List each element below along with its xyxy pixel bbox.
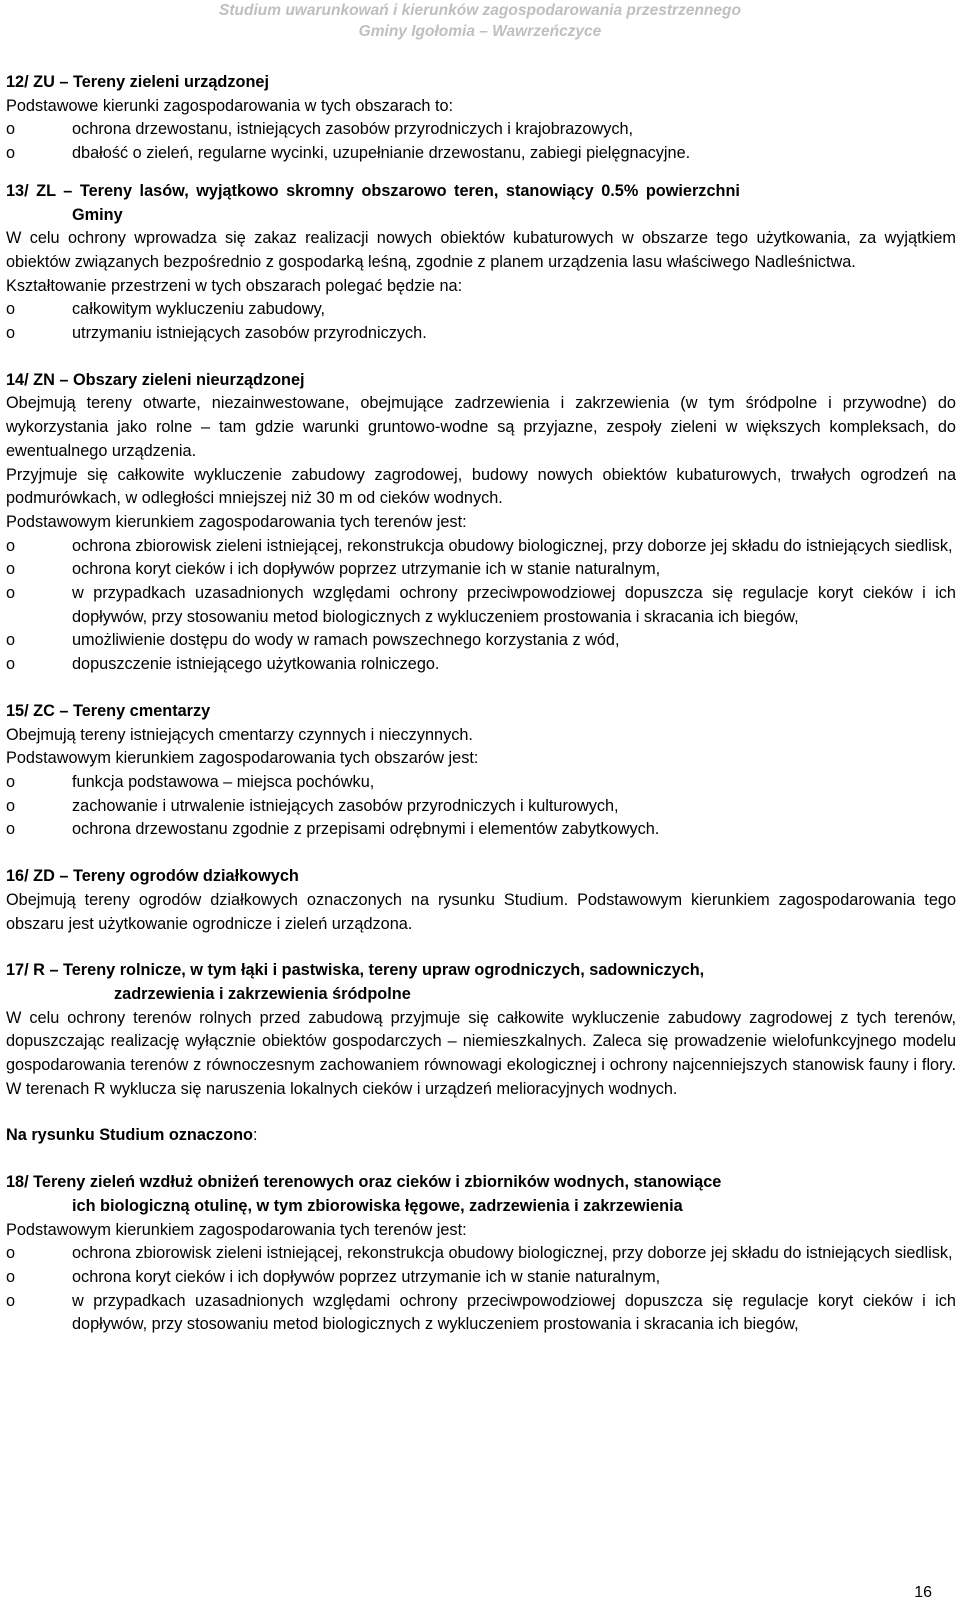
section-13-title-line1: 13/ ZL – Tereny lasów, wyjątkowo skromny obszarowo teren, stanowiący 0.5% powierzchni [6,181,740,200]
section-14-intro: Podstawowym kierunkiem zagospodarowania tych terenów jest: [6,512,467,531]
list-item: o ochrona koryt cieków i ich dopływów poprzez utrzymanie ich w stanie naturalnym, [6,1266,956,1290]
section-12 [6,71,956,166]
list-item: o całkowitym wykluczeniu zabudowy, [6,298,956,322]
list-item: o w przypadkach uzasadnionych względami ochrony przeciwpowodziowej dopuszcza się regulacje koryt cieków i ich dopływów, przy stosowaniu metod biologicznych z wykluczeniem prostowania i skracania ich biegów, [6,584,956,626]
list-item: o zachowanie i utrwalenie istniejących zasobów przyrodniczych i kulturowych, [6,795,956,819]
section-17 [6,959,956,1101]
header-title-line1: Studium uwarunkowań i kierunków zagospodarowania przestrzennego [219,2,741,19]
list-item: o funkcja podstawowa – miejsca pochówku, [6,771,956,795]
bullet-icon: o [6,1291,16,1310]
section-17-title-line1: 17/ R – Tereny rolnicze, w tym łąki i pastwiska, tereny upraw ogrodniczych, sadowniczych, [6,961,705,980]
bullet-icon: o [6,560,16,579]
section-15-paragraph: Obejmują tereny istniejących cmentarzy czynnych i nieczynnych. [6,725,473,744]
bullet-icon: o [6,120,16,139]
section-14-paragraph-1: Obejmują tereny otwarte, niezainwestowane, obejmujące zadrzewienia i zakrzewienia (w tym śródpolne i przywodne) do wykorzystania jako rolne – tam gdzie warunki gruntowo-wodne są przyjazne, zespoły zieleni w większych kompleksach, do ewentualnego urządzenia. [6,394,956,460]
section-15 [6,700,956,842]
section-13-intro: Kształtowanie przestrzeni w tych obszarach polegać będzie na: [6,276,463,295]
section-13-title-line2: Gminy [72,205,123,224]
list-item: o umożliwienie dostępu do wody w ramach powszechnego korzystania z wód, [6,629,956,653]
section-12-list [6,118,956,165]
list-item: o dbałość o zieleń, regularne wycinki, uzupełnianie drzewostanu, zabiegi pielęgnacyjne. [6,142,956,166]
list-item: o ochrona zbiorowisk zieleni istniejącej, rekonstrukcja obudowy biologicznej, przy doborze jej składu do istniejących siedlisk, [6,1242,956,1266]
section-18 [6,1171,956,1337]
section-16 [6,865,956,936]
section-14 [6,369,956,677]
list-item: o ochrona koryt cieków i ich dopływów poprzez utrzymanie ich w stanie naturalnym, [6,558,956,582]
bullet-icon: o [6,655,16,674]
section-12-title: 12/ ZU – Tereny zieleni urządzonej [6,73,269,91]
bullet-icon: o [6,324,16,343]
list-item: o ochrona drzewostanu, istniejących zasobów przyrodniczych i krajobrazowych, [6,118,956,142]
bullet-icon: o [6,1244,16,1263]
section-16-paragraph: Obejmują tereny ogrodów działkowych oznaczonych na rysunku Studium. Podstawowym kierunkiem zagospodarowania tego obszaru jest użytkowanie ogrodnicze i zieleń urządzona. [6,890,956,933]
section-15-title: 15/ ZC – Tereny cmentarzy [6,701,211,720]
bullet-icon: o [6,144,16,163]
section-13 [6,180,956,346]
list-item: o w przypadkach uzasadnionych względami ochrony przeciwpowodziowej dopuszcza się regulacje koryt cieków i ich dopływów, przy stosowaniu metod biologicznych z wykluczeniem prostowania i skracania ich biegów, [6,1291,956,1334]
section-13-paragraph: W celu ochrony wprowadza się zakaz realizacji nowych obiektów kubaturowych w obszarze tego użytkowania, za wyjątkiem obiektów związanych bezpośrednio z gospodarką leśną, zgodnie z planem urządzenia lasu właściwego Nadleśnictwa. [6,229,956,271]
list-item: o dopuszczenie istniejącego użytkowania rolniczego. [6,653,956,677]
bullet-icon: o [6,1267,16,1286]
section-14-paragraph-2: Przyjmuje się całkowite wykluczenie zabudowy zagrodowej, budowy nowych obiektów kubaturowych, trwałych ogrodzeń na podmurówkach, w odległości mniejszej niż 30 m od cieków wodnych. [6,465,956,508]
header-title-line2: Gminy Igołomia – Wawrzeńczyce [358,23,602,40]
marked-on-drawing [6,1124,956,1148]
section-17-title-line2: zadrzewienia i zakrzewienia śródpolne [114,984,411,1003]
section-15-intro: Podstawowym kierunkiem zagospodarowania tych obszarów jest: [6,749,479,768]
bullet-icon: o [6,631,16,650]
bullet-icon: o [6,820,16,839]
section-18-title-line2: ich biologiczną otulinę, w tym zbiorowiska łęgowe, zadrzewienia i zakrzewienia [72,1196,683,1215]
page-header [0,0,960,42]
list-item: o ochrona drzewostanu zgodnie z przepisami odrębnymi i elementów zabytkowych. [6,818,956,842]
bullet-icon: o [6,796,16,815]
section-16-title: 16/ ZD – Tereny ogrodów działkowych [6,867,299,886]
section-14-list [6,535,956,677]
document-body [6,71,956,1337]
section-14-title: 14/ ZN – Obszary zieleni nieurządzonej [6,370,305,389]
section-13-list [6,298,956,345]
bullet-icon: o [6,536,16,555]
section-17-paragraph: W celu ochrony terenów rolnych przed zabudową przyjmuje się całkowite wykluczenie zabudowy zagrodowej z tych terenów, dopuszczając realizację wyłącznie obiektów gospodarczych – niemieszkalnych. Zaleca się prowadzenie wielofunkcyjnego modelu gospodarowania terenów z równoczesnym zachowaniem równowagi ekologicznej i ochrony najcenniejszych stanowisk fauny i flory. W terenach R wyklucza się naruszenia lokalnych cieków i urządzeń melioracyjnych wodnych. [6,1008,956,1098]
section-18-title-line1: 18/ Tereny zieleń wzdłuż obniżeń terenowych oraz cieków i zbiorników wodnych, stanowiące [6,1173,722,1192]
list-item: o utrzymaniu istniejących zasobów przyrodniczych. [6,322,956,346]
bullet-icon: o [6,772,16,791]
page-number: 16 [914,1584,932,1601]
section-15-list [6,771,956,842]
list-item: o ochrona zbiorowisk zieleni istniejącej, rekonstrukcja obudowy biologicznej, przy doborze jej składu do istniejących siedlisk, [6,535,956,559]
marked-colon: : [252,1126,258,1145]
marked-label: Na rysunku Studium oznaczono [6,1126,253,1145]
bullet-icon: o [6,584,16,603]
section-18-list [6,1242,956,1337]
section-12-intro: Podstawowe kierunki zagospodarowania w tych obszarach to: [6,96,454,115]
section-18-intro: Podstawowym kierunkiem zagospodarowania tych terenów jest: [6,1220,467,1239]
bullet-icon: o [6,300,16,319]
